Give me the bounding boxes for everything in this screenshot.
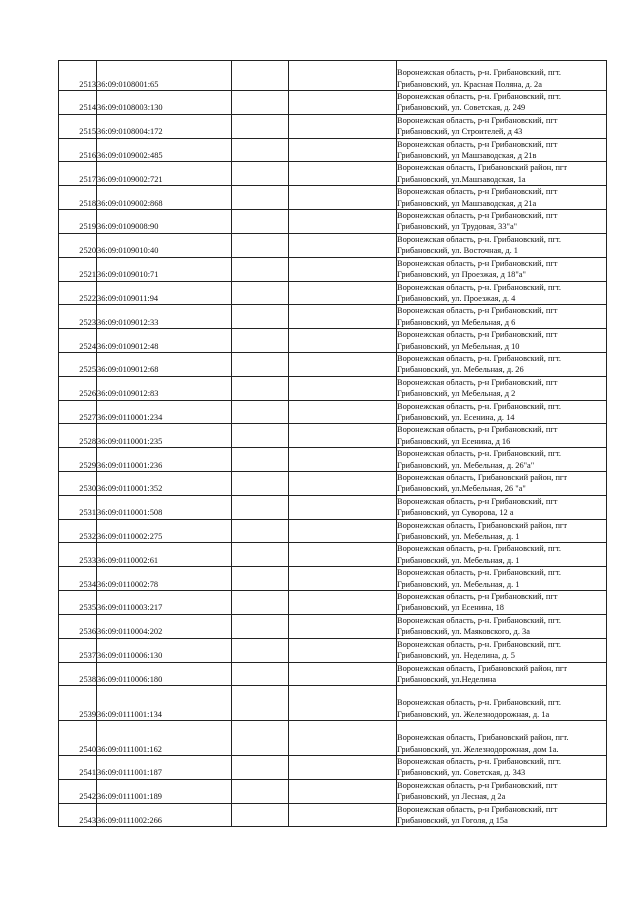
empty-cell	[289, 376, 397, 400]
cadastral-number-cell: 36:09:0111001:162	[97, 721, 232, 756]
table-row	[59, 281, 607, 305]
cadastral-number-cell: 36:09:0109012:68	[97, 352, 232, 376]
address-line-1: Воронежская область, р-н. Грибановский, пгт.	[397, 698, 561, 708]
table-row	[59, 114, 607, 138]
row-number-cell: 2530	[59, 472, 97, 496]
address-line-2: Грибановский, ул. Мебельная, д. 1	[397, 579, 520, 589]
cadastral-number-cell: 36:09:0110003:217	[97, 591, 232, 615]
row-number-cell: 2528	[59, 424, 97, 448]
cadastral-number-cell: 36:09:0110006:130	[97, 638, 232, 662]
table-row	[59, 543, 607, 567]
cadastral-number-cell: 36:09:0108001:65	[97, 61, 232, 91]
address-line-1: Воронежская область, р-н. Грибановский, пгт.	[397, 353, 561, 363]
address-cell	[397, 352, 607, 376]
empty-cell	[232, 233, 289, 257]
row-number-cell: 2525	[59, 352, 97, 376]
empty-cell	[289, 352, 397, 376]
address-line-2: Грибановский, ул. Восточная, д. 1	[397, 246, 518, 256]
address-line-2: Грибановский, ул Строителей, д 43	[397, 127, 523, 137]
empty-cell	[232, 779, 289, 803]
address-cell	[397, 305, 607, 329]
row-number-cell: 2541	[59, 755, 97, 779]
empty-cell	[289, 329, 397, 353]
table-row	[59, 495, 607, 519]
row-number-cell: 2515	[59, 114, 97, 138]
table-row	[59, 257, 607, 281]
empty-cell	[232, 614, 289, 638]
table-row	[59, 138, 607, 162]
address-line-1: Воронежская область, р-н Грибановский, пгт	[397, 187, 558, 197]
empty-cell	[232, 61, 289, 91]
empty-cell	[289, 779, 397, 803]
address-line-2: Грибановский, ул Есенина, 18	[397, 603, 504, 613]
registry-table-body	[59, 61, 607, 827]
cadastral-number-cell: 36:09:0109008:90	[97, 210, 232, 234]
address-line-2: Грибановский, ул Машзаводская, д 21а	[397, 198, 537, 208]
address-line-1: Воронежская область, р-н Грибановский, пгт	[397, 780, 558, 790]
address-line-1: Воронежская область, р-н. Грибановский, пгт.	[397, 756, 561, 766]
empty-cell	[289, 233, 397, 257]
empty-cell	[289, 721, 397, 756]
address-cell	[397, 210, 607, 234]
address-cell	[397, 138, 607, 162]
address-cell	[397, 257, 607, 281]
cadastral-number-cell: 36:09:0110001:234	[97, 400, 232, 424]
row-number-cell: 2536	[59, 614, 97, 638]
empty-cell	[289, 803, 397, 827]
address-cell	[397, 567, 607, 591]
cadastral-number-cell: 36:09:0110004:202	[97, 614, 232, 638]
address-line-2: Грибановский, ул Мебельная, д 6	[397, 317, 516, 327]
address-line-1: Воронежская область, Грибановский район, пгт	[397, 163, 568, 173]
empty-cell	[232, 305, 289, 329]
row-number-cell: 2514	[59, 91, 97, 115]
empty-cell	[289, 448, 397, 472]
address-line-2: Грибановский, ул. Маяковского, д. 3а	[397, 627, 530, 637]
address-line-2: Грибановский, ул.Неделина	[397, 674, 497, 684]
empty-cell	[289, 305, 397, 329]
address-cell	[397, 638, 607, 662]
address-line-2: Грибановский, ул. Есенина, д. 14	[397, 412, 515, 422]
address-line-1: Воронежская область, р-н. Грибановский, пгт.	[397, 544, 561, 554]
address-line-2: Грибановский, ул Машзаводская, д 21в	[397, 151, 537, 161]
cadastral-number-cell: 36:09:0110006:180	[97, 662, 232, 686]
address-line-1: Воронежская область, Грибановский район, пгт	[397, 663, 568, 673]
cadastral-number-cell: 36:09:0111001:134	[97, 686, 232, 721]
address-line-1: Воронежская область, р-н Грибановский, пгт	[397, 115, 558, 125]
empty-cell	[232, 352, 289, 376]
empty-cell	[289, 91, 397, 115]
address-line-1: Воронежская область, р-н Грибановский, пгт	[397, 139, 558, 149]
empty-cell	[232, 162, 289, 186]
address-line-1: Воронежская область, р-н Грибановский, пгт	[397, 211, 558, 221]
cadastral-number-cell: 36:09:0110001:236	[97, 448, 232, 472]
table-row	[59, 779, 607, 803]
row-number-cell: 2537	[59, 638, 97, 662]
address-line-2: Грибановский, ул Гоголя, д 15а	[397, 815, 508, 825]
empty-cell	[289, 61, 397, 91]
empty-cell	[289, 472, 397, 496]
address-line-1: Воронежская область, Грибановский район, пгт.	[397, 733, 569, 743]
table-row	[59, 329, 607, 353]
row-number-cell: 2524	[59, 329, 97, 353]
address-line-1: Воронежская область, р-н. Грибановский, пгт.	[397, 449, 561, 459]
address-cell	[397, 162, 607, 186]
cadastral-number-cell: 36:09:0110002:61	[97, 543, 232, 567]
address-cell	[397, 376, 607, 400]
row-number-cell: 2538	[59, 662, 97, 686]
table-row	[59, 424, 607, 448]
empty-cell	[289, 138, 397, 162]
address-line-1: Воронежская область, р-н Грибановский, пгт	[397, 425, 558, 435]
address-cell	[397, 114, 607, 138]
row-number-cell: 2523	[59, 305, 97, 329]
table-row	[59, 686, 607, 721]
empty-cell	[232, 686, 289, 721]
empty-cell	[232, 591, 289, 615]
address-cell	[397, 472, 607, 496]
address-line-1: Воронежская область, р-н. Грибановский, пгт.	[397, 639, 561, 649]
cadastral-number-cell: 36:09:0110001:352	[97, 472, 232, 496]
empty-cell	[289, 210, 397, 234]
empty-cell	[232, 186, 289, 210]
row-number-cell: 2526	[59, 376, 97, 400]
cadastral-number-cell: 36:09:0111001:187	[97, 755, 232, 779]
address-cell	[397, 614, 607, 638]
address-line-2: Грибановский, ул. Неделина, д. 5	[397, 651, 515, 661]
table-row	[59, 162, 607, 186]
address-line-2: Грибановский, ул Есенина, д 16	[397, 436, 511, 446]
row-number-cell: 2517	[59, 162, 97, 186]
table-row	[59, 614, 607, 638]
empty-cell	[232, 755, 289, 779]
cadastral-number-cell: 36:09:0110001:508	[97, 495, 232, 519]
empty-cell	[232, 424, 289, 448]
empty-cell	[289, 614, 397, 638]
row-number-cell: 2519	[59, 210, 97, 234]
address-line-1: Воронежская область, р-н Грибановский, пгт	[397, 377, 558, 387]
empty-cell	[232, 210, 289, 234]
address-line-2: Грибановский, ул Лесная, д 2а	[397, 792, 506, 802]
address-cell	[397, 662, 607, 686]
empty-cell	[232, 495, 289, 519]
empty-cell	[232, 400, 289, 424]
cadastral-number-cell: 36:09:0109012:48	[97, 329, 232, 353]
cadastral-number-cell: 36:09:0110002:275	[97, 519, 232, 543]
empty-cell	[232, 281, 289, 305]
address-line-2: Грибановский, ул. Советская, д. 343	[397, 768, 526, 778]
address-line-2: Грибановский, ул.Мебельная, 26 "а"	[397, 484, 526, 494]
table-row	[59, 210, 607, 234]
address-line-1: Воронежская область, р-н Грибановский, пгт	[397, 496, 558, 506]
table-row	[59, 662, 607, 686]
table-row	[59, 448, 607, 472]
address-line-1: Воронежская область, Грибановский район, пгт	[397, 520, 568, 530]
empty-cell	[289, 400, 397, 424]
address-cell	[397, 543, 607, 567]
empty-cell	[289, 257, 397, 281]
row-number-cell: 2534	[59, 567, 97, 591]
table-row	[59, 186, 607, 210]
empty-cell	[289, 186, 397, 210]
cadastral-number-cell: 36:09:0109012:83	[97, 376, 232, 400]
address-line-1: Воронежская область, р-н Грибановский, пгт	[397, 330, 558, 340]
address-line-1: Воронежская область, р-н. Грибановский, пгт.	[397, 615, 561, 625]
empty-cell	[289, 567, 397, 591]
table-row	[59, 755, 607, 779]
cadastral-number-cell: 36:09:0108004:172	[97, 114, 232, 138]
row-number-cell: 2518	[59, 186, 97, 210]
address-cell	[397, 686, 607, 721]
address-line-2: Грибановский, ул. Красная Поляна, д. 2а	[397, 79, 542, 89]
address-line-1: Воронежская область, р-н Грибановский, пгт	[397, 258, 558, 268]
address-line-2: Грибановский, ул Трудовая, 33"а"	[397, 222, 518, 232]
empty-cell	[289, 519, 397, 543]
empty-cell	[232, 138, 289, 162]
row-number-cell: 2543	[59, 803, 97, 827]
row-number-cell: 2533	[59, 543, 97, 567]
address-line-2: Грибановский, ул Мебельная, д 10	[397, 341, 520, 351]
address-line-2: Грибановский, ул. Советская, д. 249	[397, 103, 526, 113]
empty-cell	[289, 638, 397, 662]
table-row	[59, 638, 607, 662]
row-number-cell: 2520	[59, 233, 97, 257]
cadastral-number-cell: 36:09:0109010:40	[97, 233, 232, 257]
empty-cell	[232, 519, 289, 543]
address-cell	[397, 281, 607, 305]
address-line-1: Воронежская область, р-н Грибановский, пгт	[397, 306, 558, 316]
cadastral-number-cell: 36:09:0109002:868	[97, 186, 232, 210]
table-row	[59, 567, 607, 591]
address-cell	[397, 519, 607, 543]
empty-cell	[232, 721, 289, 756]
row-number-cell: 2531	[59, 495, 97, 519]
address-line-1: Воронежская область, р-н. Грибановский, пгт.	[397, 568, 561, 578]
empty-cell	[289, 755, 397, 779]
table-row	[59, 472, 607, 496]
cadastral-number-cell: 36:09:0109002:485	[97, 138, 232, 162]
address-line-1: Воронежская область, Грибановский район, пгт	[397, 473, 568, 482]
cadastral-number-cell: 36:09:0109012:33	[97, 305, 232, 329]
cadastral-number-cell: 36:09:0109011:94	[97, 281, 232, 305]
empty-cell	[232, 803, 289, 827]
empty-cell	[232, 257, 289, 281]
row-number-cell: 2516	[59, 138, 97, 162]
address-line-1: Воронежская область, р-н Грибановский, пгт	[397, 804, 558, 814]
registry-table	[58, 60, 607, 827]
cadastral-number-cell: 36:09:0110001:235	[97, 424, 232, 448]
table-row	[59, 376, 607, 400]
address-cell	[397, 233, 607, 257]
address-line-2: Грибановский, ул.Машзаводская, 1а	[397, 174, 526, 184]
empty-cell	[232, 91, 289, 115]
address-line-1: Воронежская область, р-н. Грибановский, пгт.	[397, 234, 561, 244]
table-row	[59, 61, 607, 91]
cadastral-number-cell: 36:09:0111001:189	[97, 779, 232, 803]
table-row	[59, 519, 607, 543]
empty-cell	[232, 567, 289, 591]
empty-cell	[289, 543, 397, 567]
address-line-2: Грибановский, ул Мебельная, д 2	[397, 389, 516, 399]
row-number-cell: 2542	[59, 779, 97, 803]
empty-cell	[289, 591, 397, 615]
table-row	[59, 91, 607, 115]
empty-cell	[232, 543, 289, 567]
address-cell	[397, 424, 607, 448]
address-line-2: Грибановский, ул. Железнодорожная, дом 1а.	[397, 744, 559, 754]
table-row	[59, 803, 607, 827]
empty-cell	[232, 472, 289, 496]
address-cell	[397, 591, 607, 615]
empty-cell	[289, 495, 397, 519]
address-cell	[397, 329, 607, 353]
row-number-cell: 2521	[59, 257, 97, 281]
row-number-cell: 2539	[59, 686, 97, 721]
empty-cell	[289, 162, 397, 186]
address-line-2: Грибановский, ул Проезжая, д 18"а"	[397, 270, 526, 280]
address-cell	[397, 803, 607, 827]
address-line-2: Грибановский, ул. Мебельная, д. 26	[397, 365, 524, 375]
empty-cell	[232, 376, 289, 400]
empty-cell	[232, 329, 289, 353]
address-cell	[397, 448, 607, 472]
address-line-2: Грибановский, ул. Мебельная, д. 1	[397, 555, 520, 565]
cadastral-number-cell: 36:09:0109002:721	[97, 162, 232, 186]
empty-cell	[289, 281, 397, 305]
row-number-cell: 2535	[59, 591, 97, 615]
empty-cell	[289, 686, 397, 721]
empty-cell	[289, 662, 397, 686]
address-line-2: Грибановский, ул. Мебельная, д. 26"а"	[397, 460, 535, 470]
address-cell	[397, 91, 607, 115]
row-number-cell: 2522	[59, 281, 97, 305]
table-row	[59, 305, 607, 329]
table-row	[59, 352, 607, 376]
row-number-cell: 2527	[59, 400, 97, 424]
address-line-1: Воронежская область, р-н. Грибановский, пгт.	[397, 401, 561, 411]
address-cell	[397, 61, 607, 91]
address-line-2: Грибановский, ул Суворова, 12 а	[397, 508, 514, 518]
address-line-1: Воронежская область, р-н. Грибановский, пгт.	[397, 92, 561, 101]
address-line-2: Грибановский, ул. Мебельная, д. 1	[397, 532, 520, 542]
empty-cell	[232, 638, 289, 662]
row-number-cell: 2529	[59, 448, 97, 472]
table-row	[59, 233, 607, 257]
table-row	[59, 591, 607, 615]
address-line-1: Воронежская область, р-н Грибановский, пгт	[397, 592, 558, 602]
empty-cell	[232, 114, 289, 138]
address-cell	[397, 755, 607, 779]
row-number-cell: 2513	[59, 61, 97, 91]
address-cell	[397, 400, 607, 424]
empty-cell	[289, 114, 397, 138]
address-cell	[397, 186, 607, 210]
cadastral-number-cell: 36:09:0111002:266	[97, 803, 232, 827]
cadastral-number-cell: 36:09:0110002:78	[97, 567, 232, 591]
empty-cell	[232, 662, 289, 686]
cadastral-number-cell: 36:09:0109010:71	[97, 257, 232, 281]
table-row	[59, 721, 607, 756]
cadastral-number-cell: 36:09:0108003:130	[97, 91, 232, 115]
address-line-2: Грибановский, ул. Железнодорожная, д. 1а	[397, 709, 550, 719]
table-row	[59, 400, 607, 424]
address-line-1: Воронежская область, р-н. Грибановский, пгт.	[397, 282, 561, 292]
address-cell	[397, 721, 607, 756]
empty-cell	[289, 424, 397, 448]
row-number-cell: 2532	[59, 519, 97, 543]
address-line-2: Грибановский, ул. Проезжая, д. 4	[397, 293, 516, 303]
address-line-1: Воронежская область, р-н. Грибановский, пгт.	[397, 68, 561, 78]
address-cell	[397, 779, 607, 803]
row-number-cell: 2540	[59, 721, 97, 756]
empty-cell	[232, 448, 289, 472]
address-cell	[397, 495, 607, 519]
